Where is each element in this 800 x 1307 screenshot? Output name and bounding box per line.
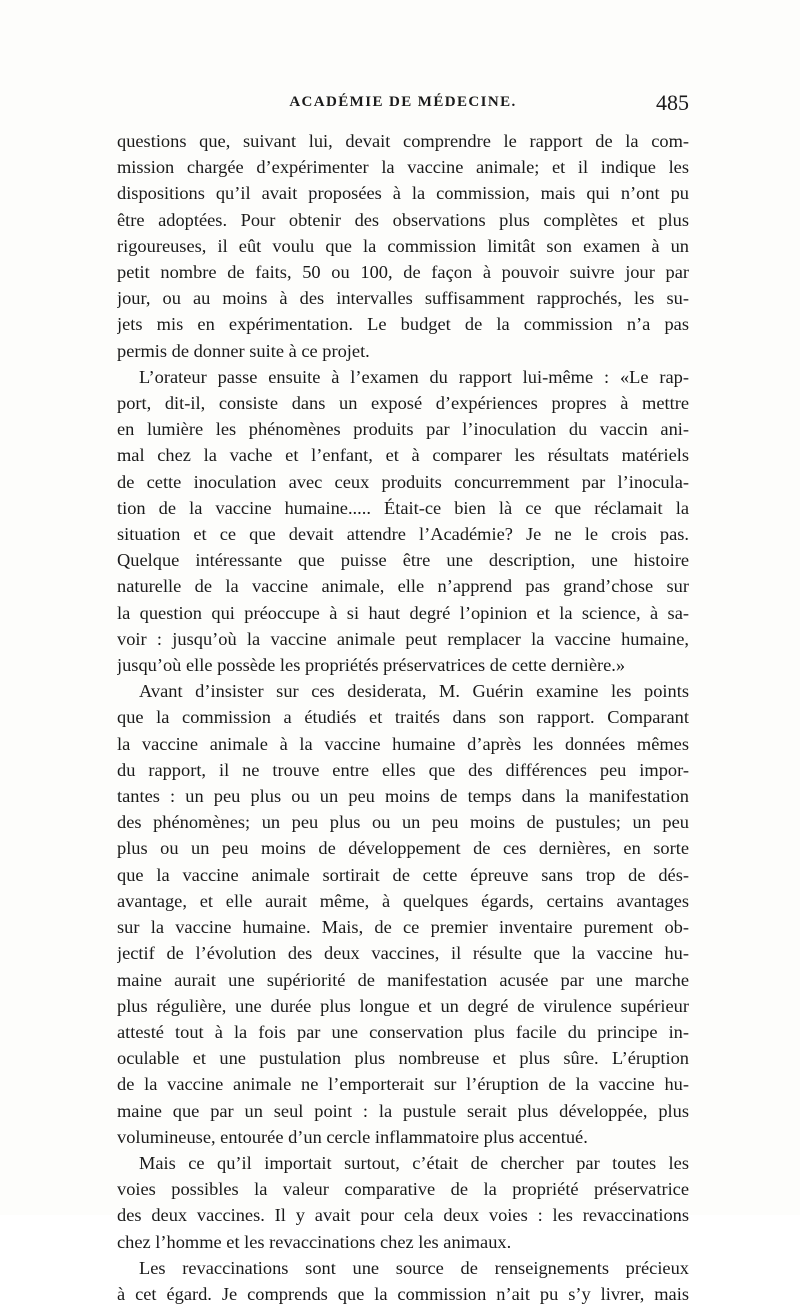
text-line: mal chez la vache et l’enfant, et à comparer les résultats matériels <box>117 445 689 466</box>
text-line: Les revaccinations sont une source de renseignements précieux <box>139 1257 689 1278</box>
text-line: attesté tout à la fois par une conservation plus facile du principe in- <box>117 1021 689 1042</box>
text-line: oculable et une pustulation plus nombreuse et plus sûre. L’éruption <box>117 1048 689 1069</box>
text-line: chez l’homme et les revaccinations chez les animaux. <box>117 1231 512 1252</box>
text-line: port, dit-il, consiste dans un exposé d’expériences propres à mettre <box>117 393 689 414</box>
text-line: à cet égard. Je comprends que la commission n’ait pu s’y livrer, mais <box>117 1283 689 1304</box>
text-line: situation et ce que devait attendre l’Académie? Je ne le crois pas. <box>117 524 689 545</box>
text-line: avantage, et elle aurait même, à quelques égards, certains avantages <box>117 890 689 911</box>
text-line: questions que, suivant lui, devait comprendre le rapport de la com- <box>117 131 689 151</box>
text-line: tion de la vaccine humaine..... Était-ce bien là ce que réclamait la <box>117 497 689 518</box>
text-line: Quelque intéressante que puisse être une description, une histoire <box>117 550 689 571</box>
text-line: que la vaccine animale sortirait de cette épreuve sans trop de dés- <box>117 864 689 885</box>
text-line: la vaccine animale à la vaccine humaine d’après les données mêmes <box>117 733 689 754</box>
text-line: volumineuse, entourée d’un cercle inflammatoire plus accentué. <box>117 1126 588 1147</box>
text-line: des phénomènes; un peu plus ou un peu moins de pustules; un peu <box>117 812 689 833</box>
text-line: L’orateur passe ensuite à l’examen du rapport lui-même : «Le rap- <box>139 366 689 387</box>
text-line: jectif de l’évolution des deux vaccines, il résulte que la vaccine hu- <box>117 943 689 964</box>
text-line: la question qui préoccupe à si haut degré l’opinion et la science, à sa- <box>117 602 689 623</box>
text-line: que la commission a étudiés et traités dans son rapport. Comparant <box>117 707 689 728</box>
text-line: maine que par un seul point : la pustule serait plus développée, plus <box>117 1100 689 1121</box>
text-line: voies possibles la valeur comparative de la propriété préservatrice <box>117 1179 689 1200</box>
text-line: Avant d’insister sur ces desiderata, M. Guérin examine les points <box>139 681 689 702</box>
text-line: permis de donner suite à ce projet. <box>117 340 370 361</box>
text-line: tantes : un peu plus ou un peu moins de temps dans la manifestation <box>117 786 689 807</box>
text-line: mission chargée d’expérimenter la vaccine animale; et il indique les <box>117 157 689 178</box>
text-line: plus régulière, une durée plus longue et un degré de virulence supérieur <box>117 995 689 1016</box>
text-line: voir : jusqu’où la vaccine animale peut remplacer la vaccine humaine, <box>117 628 689 649</box>
body-text <box>117 128 689 1307</box>
page-number: 485 <box>656 90 689 115</box>
text-line: dispositions qu’il avait proposées à la commission, mais qui n’ont pu <box>117 183 689 204</box>
text-line: du rapport, il ne trouve entre elles que des différences peu impor- <box>117 759 689 780</box>
text-line: des deux vaccines. Il y avait pour cela deux voies : les revaccinations <box>117 1205 689 1226</box>
text-line: petit nombre de faits, 50 ou 100, de façon à pouvoir suivre jour par <box>117 262 689 283</box>
text-line: plus ou un peu moins de développement de ces dernières, en sorte <box>117 838 689 859</box>
text-line: être adoptées. Pour obtenir des observations plus complètes et plus <box>117 209 689 230</box>
text-line: jusqu’où elle possède les propriétés préservatrices de cette dernière.» <box>117 655 626 676</box>
text-line: Mais ce qu’il importait surtout, c’était de chercher par toutes les <box>139 1152 689 1173</box>
text-line: de la vaccine animale ne l’emporterait sur l’éruption de la vaccine hu- <box>117 1074 689 1095</box>
text-line: en lumière les phénomènes produits par l’inoculation du vaccin ani- <box>117 419 689 440</box>
text-line: de cette inoculation avec ceux produits concurremment par l’inocula- <box>117 471 689 492</box>
text-line: rigoureuses, il eût voulu que la commission limitât son examen à un <box>117 235 689 256</box>
text-line: naturelle de la vaccine animale, elle n’apprend pas grand’chose sur <box>117 576 689 597</box>
text-line: jets mis en expérimentation. Le budget de la commission n’a pas <box>117 314 689 335</box>
text-line: maine aurait une supériorité de manifestation acusée par une marche <box>117 969 689 990</box>
running-title: ACADÉMIE DE MÉDECINE. <box>289 94 517 110</box>
text-line: sur la vaccine humaine. Mais, de ce premier inventaire purement ob- <box>117 917 689 938</box>
text-line: jour, ou au moins à des intervalles suffisamment rapprochés, les su- <box>117 288 689 309</box>
running-header <box>117 90 689 124</box>
